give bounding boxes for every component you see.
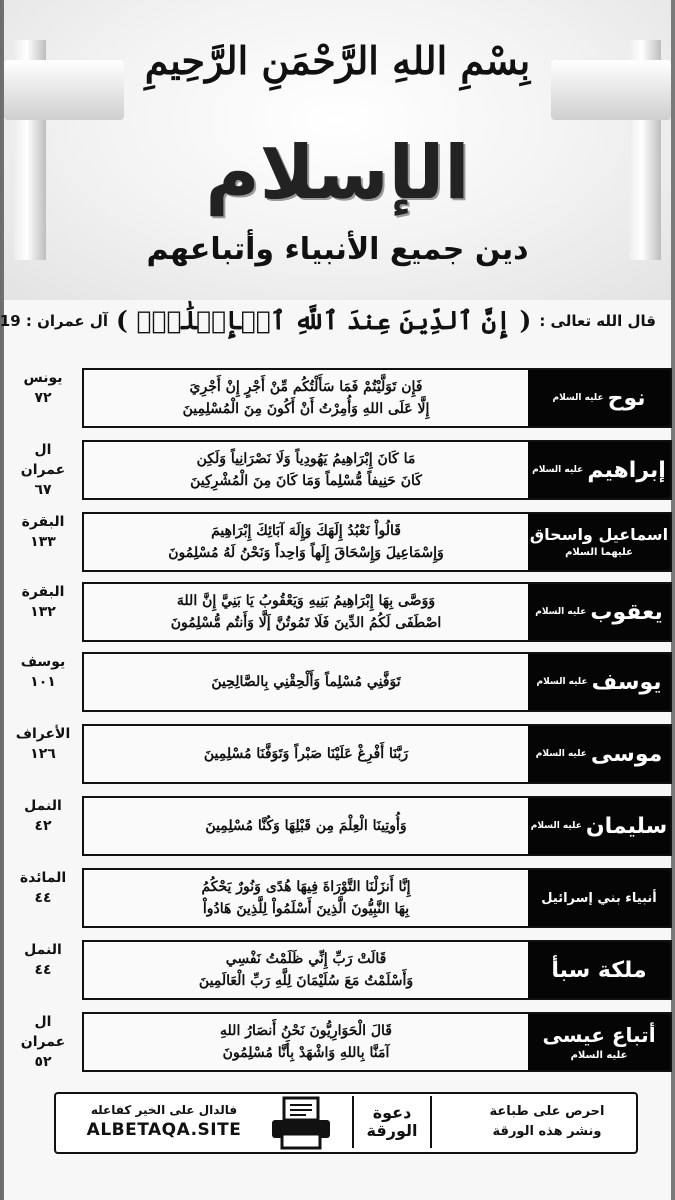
verse-box: [82, 796, 672, 856]
print-call-to-action: احرص على طباعة ونشر هذه الورقة: [489, 1104, 605, 1139]
list-item: [4, 940, 671, 998]
prophet-label: يعقوب عليه السلام: [528, 584, 670, 640]
list-item: [4, 512, 671, 570]
prophet-label: إبراهيم عليه السلام: [528, 442, 670, 498]
page-subtitle: دين جميع الأنبياء وأتباعهم: [146, 232, 529, 267]
surah-reference: النمل ٤٤: [24, 942, 62, 978]
logo: دعوة الورقة: [352, 1096, 432, 1148]
verse-box: [82, 512, 672, 572]
main-verse: [0, 306, 656, 335]
ayah-text: قَالَ الْحَوَارِيُّونَ نَحْنُ أَنصَارُ اللهِ آمَنَّا بِاللهِ وَاشْهَدْ بِأَنَّا مُسْلِمُونَ: [220, 1023, 392, 1061]
verse-box: [82, 1012, 672, 1072]
list-item: [4, 796, 671, 854]
verse-box: [82, 582, 672, 642]
prophet-label: نوح عليه السلام: [528, 370, 670, 426]
surah-reference: البقرة ١٣٢: [21, 584, 65, 620]
ayah-text: إِنَّا أَنزَلْنَا التَّوْرَاةَ فِيهَا هُدًى وَنُورٌ يَحْكُمُ بِهَا النَّبِيُّونَ الَّذِينَ أَسْلَمُواْ لِلَّذِينَ هَادُواْ: [201, 879, 411, 917]
prophet-label: موسى عليه السلام: [528, 726, 670, 782]
verse-box: [82, 652, 672, 712]
site-link[interactable]: ALBETAQA.SITE: [86, 1120, 242, 1140]
list-item: [4, 1012, 671, 1070]
verse-text: ( إِنَّ ٱلدِّينَ عِندَ ٱللَّهِ ٱلۡإِسۡلَٰمُۗ ): [116, 306, 532, 335]
basmala: بِسْمِ اللهِ الرَّحْمَنِ الرَّحِيمِ: [144, 38, 531, 83]
ayah-text: قَالُواْ نَعْبُدُ إِلَهَكَ وَإِلَهَ آبَائِكَ إِبْرَاهِيمَ وَإِسْمَاعِيلَ وَإِسْحَاقَ إِلَهاً وَاحِداً وَنَحْنُ لَهُ مُسْلِمُونَ: [168, 523, 444, 561]
list-item: [4, 368, 671, 426]
list-item: [4, 440, 671, 498]
surah-reference: يونس ٧٢: [23, 370, 63, 406]
surah-reference: ال عمران ٦٧: [20, 442, 66, 498]
list-item: [4, 582, 671, 640]
verse-box: [82, 440, 672, 500]
prophet-label: أنبياء بني إسرائيل: [528, 870, 670, 926]
footer-slogan: فالدال على الخير كفاعله ALBETAQA.SITE: [74, 1100, 254, 1140]
surah-reference: المائدة ٤٤: [19, 870, 67, 906]
prophet-label: يوسف عليه السلام: [528, 654, 670, 710]
surah-reference: النمل ٤٢: [24, 798, 62, 834]
verse-box: [82, 868, 672, 928]
verse-reference: آل عمران : 19: [0, 311, 109, 330]
surah-reference: ال عمران ٥٢: [20, 1014, 66, 1070]
ayah-text: فَإِن تَوَلَّيْتُمْ فَمَا سَأَلْتُكُم مِّنْ أَجْرٍ إِنْ أَجْرِيَ إِلَّا عَلَى اللهِ وَأُمِرْتُ أَنْ أَكُونَ مِنَ الْمُسْلِمِينَ: [182, 379, 430, 417]
list-item: [4, 868, 671, 926]
list-item: [4, 652, 671, 710]
header: [4, 0, 671, 300]
ayah-text: وَأُوتِينَا الْعِلْمَ مِن قَبْلِهَا وَكُنَّا مُسْلِمِينَ: [205, 818, 407, 834]
verse-intro: قال الله تعالى :: [539, 311, 656, 330]
prophet-label: اسماعيل واسحاق عليهما السلام: [528, 514, 670, 570]
prophet-label: أتباع عيسى عليه السلام: [528, 1014, 670, 1070]
verse-box: [82, 368, 672, 428]
ayah-text: تَوَفَّنِي مُسْلِماً وَأَلْحِقْنِي بِالصَّالِحِينَ: [211, 674, 401, 690]
prophet-label: سليمان عليه السلام: [528, 798, 670, 854]
verse-box: [82, 724, 672, 784]
surah-reference: البقرة ١٣٣: [21, 514, 65, 550]
verse-box: [82, 940, 672, 1000]
list-item: [4, 724, 671, 782]
ayah-text: وَوَصَّى بِهَا إِبْرَاهِيمُ بَنِيهِ وَيَعْقُوبُ يَا بَنِيَّ إِنَّ اللهَ اصْطَفَى لَكُمُ الدِّينَ فَلَا تَمُوتُنَّ إَلَّا وَأَنتُم مُّسْلِمُونَ: [170, 593, 442, 631]
prophet-label: ملكة سبأ: [528, 942, 670, 998]
surah-reference: يوسف ١٠١: [20, 654, 66, 690]
ayah-text: مَا كَانَ إِبْرَاهِيمُ يَهُودِياً وَلَا نَصْرَانِياً وَلَكِن كَانَ حَنِيفاً مُّسْلِماً وَمَا كَانَ مِنَ الْمُشْرِكِينَ: [190, 451, 422, 489]
page-title: الإسلام: [205, 130, 470, 216]
ayah-text: قَالَتْ رَبِّ إِنِّي ظَلَمْتُ نَفْسِي وَأَسْلَمْتُ مَعَ سُلَيْمَانَ لِلَّهِ رَبِّ الْعَالَمِينَ: [198, 951, 414, 989]
ayah-text: رَبَّنَا أَفْرِغْ عَلَيْنَا صَبْراً وَتَوَفَّنَا مُسْلِمِينَ: [203, 746, 409, 762]
printer-icon: [268, 1096, 334, 1150]
footer: [54, 1092, 638, 1154]
surah-reference: الأعراف ١٢٦: [15, 726, 71, 762]
